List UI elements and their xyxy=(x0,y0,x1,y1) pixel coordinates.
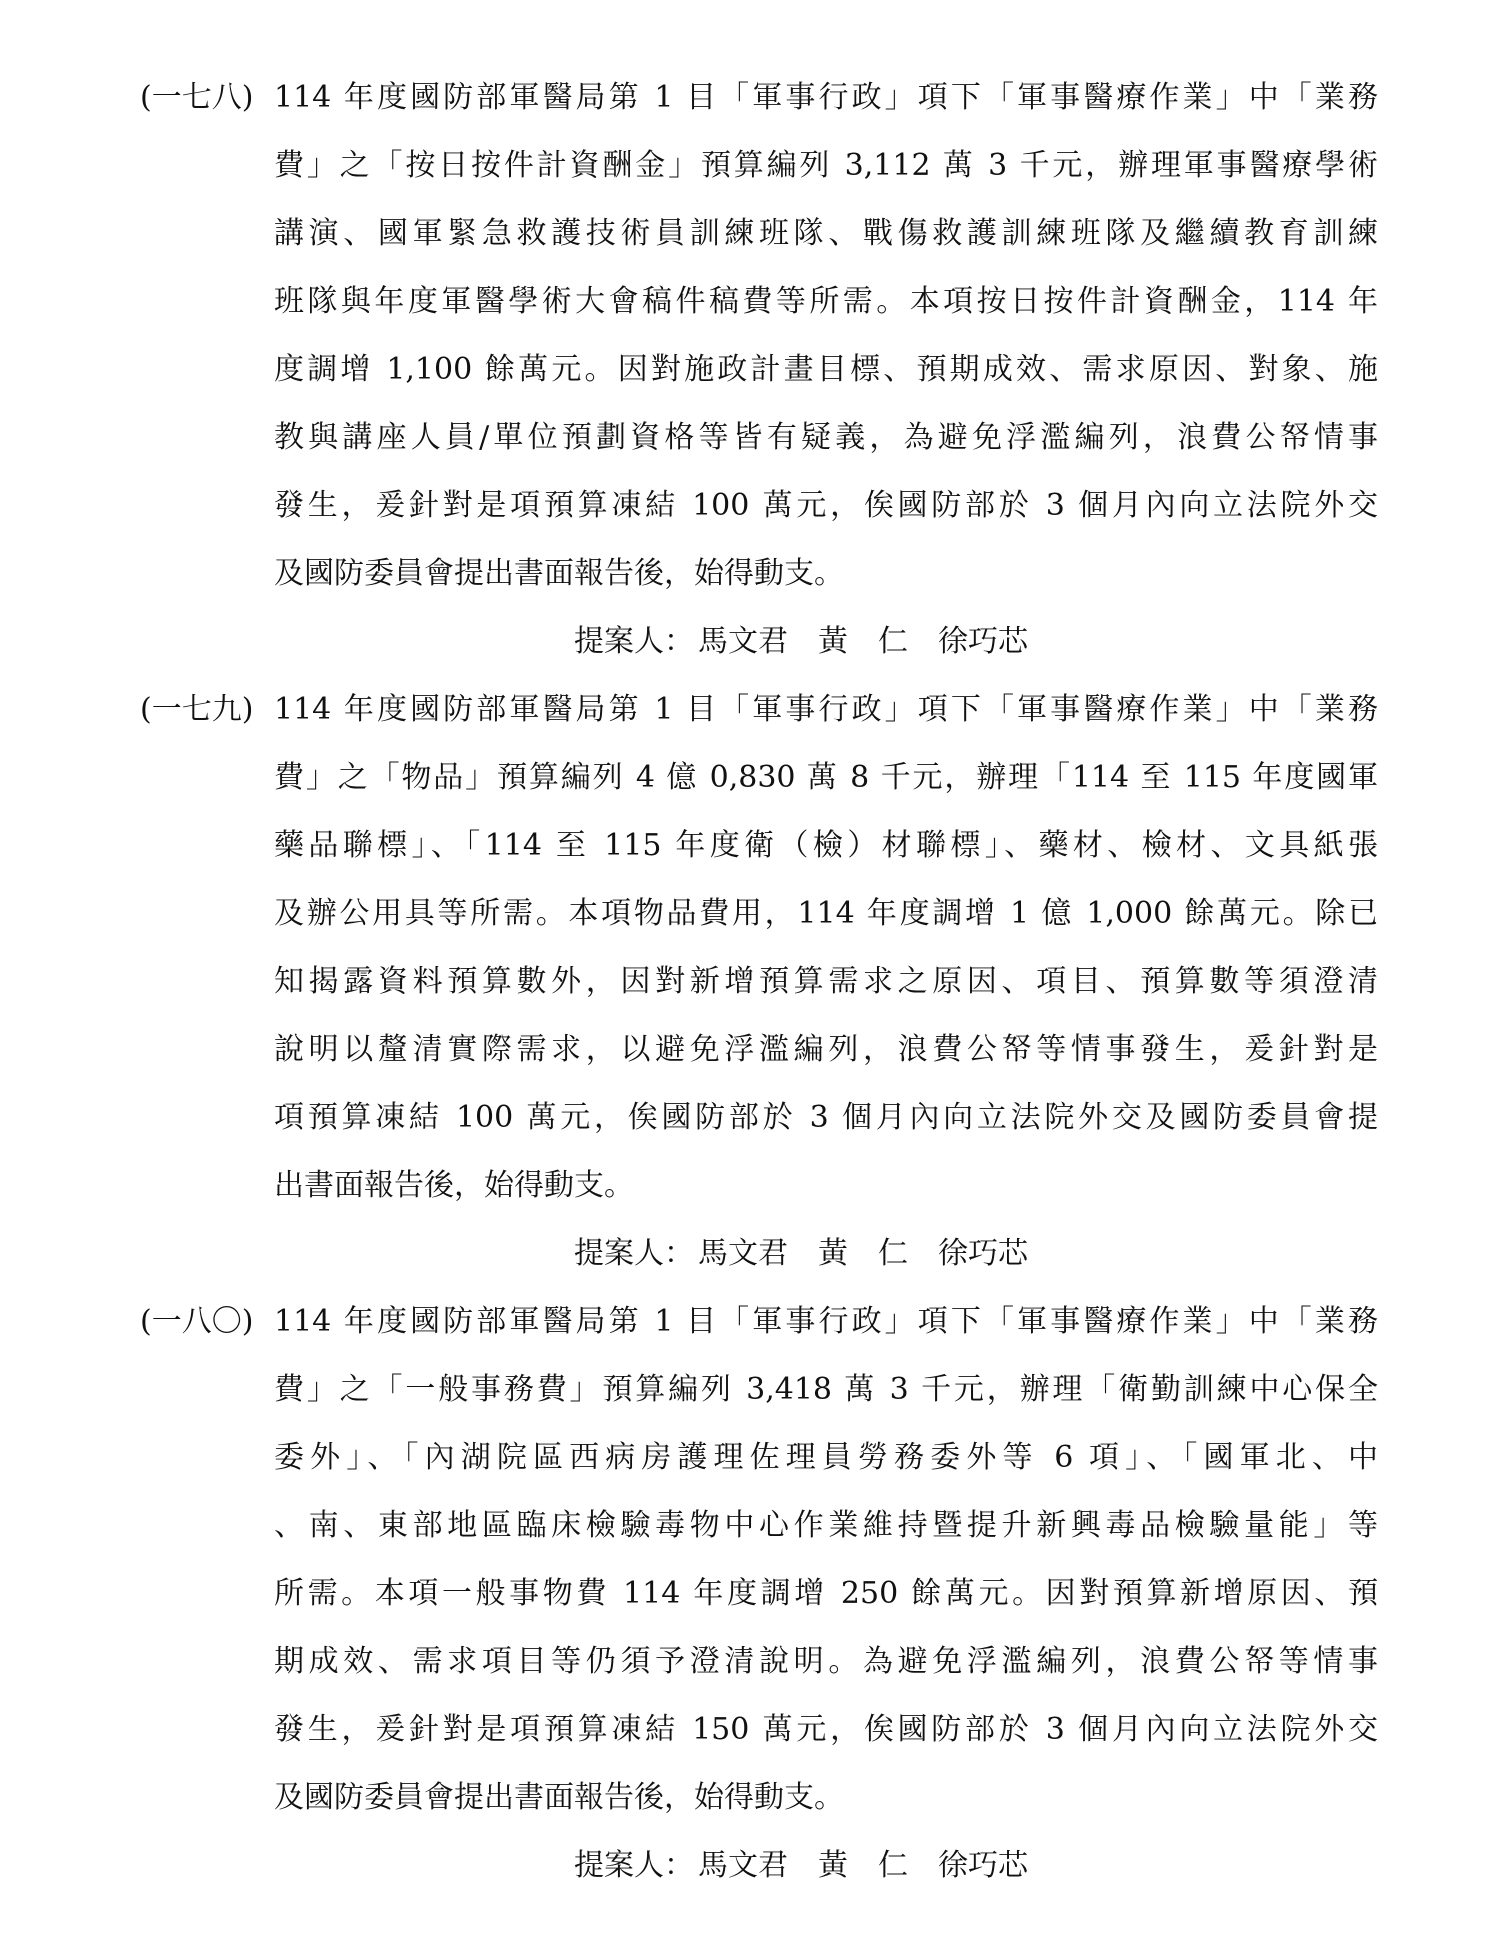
motion-line: 發生，爰針對是項預算凍結 150 萬元，俟國防部於 3 個月內向立法院外交 xyxy=(274,1712,1378,1747)
proposer-name: 黃 仁 xyxy=(818,624,908,659)
motion-line: 所需。本項一般事物費 114 年度調增 250 餘萬元。因對預算新增原因、預 xyxy=(274,1576,1378,1611)
motion-line: 費」之「按日按件計資酬金」預算編列 3,112 萬 3 千元，辦理軍事醫療學術 xyxy=(274,148,1378,183)
motion-line: 班隊與年度軍醫學術大會稿件稿費等所需。本項按日按件計資酬金，114 年 xyxy=(274,284,1378,319)
motion-number: (一七九) xyxy=(140,692,254,727)
motion-line: 及國防委員會提出書面報告後，始得動支。 xyxy=(274,1780,844,1815)
motion-line: 114 年度國防部軍醫局第 1 目「軍事行政」項下「軍事醫療作業」中「業務 xyxy=(274,692,1378,727)
motion-line: 及辦公用具等所需。本項物品費用，114 年度調增 1 億 1,000 餘萬元。除已 xyxy=(274,896,1378,931)
proposer-name: 黃 仁 xyxy=(818,1848,908,1883)
motion-line: 講演、國軍緊急救護技術員訓練班隊、戰傷救護訓練班隊及繼續教育訓練 xyxy=(274,216,1378,251)
motion-line: 、南、東部地區臨床檢驗毒物中心作業維持暨提升新興毒品檢驗量能」等 xyxy=(274,1508,1378,1543)
motion-item xyxy=(140,1288,1380,1900)
motion-item xyxy=(140,64,1380,676)
motion-line: 期成效、需求項目等仍須予澄清說明。為避免浮濫編列，浪費公帑等情事 xyxy=(274,1644,1378,1679)
proposer-line xyxy=(574,1220,1380,1288)
motion-line: 藥品聯標」、「114 至 115 年度衛（檢）材聯標」、藥材、檢材、文具紙張 xyxy=(274,828,1378,863)
motion-line: 發生，爰針對是項預算凍結 100 萬元，俟國防部於 3 個月內向立法院外交 xyxy=(274,488,1378,523)
proposer-name: 徐巧芯 xyxy=(938,1236,1028,1271)
proposer-name: 馬文君 xyxy=(698,1236,788,1271)
proposer-name: 徐巧芯 xyxy=(938,1848,1028,1883)
motion-line: 114 年度國防部軍醫局第 1 目「軍事行政」項下「軍事醫療作業」中「業務 xyxy=(274,80,1378,115)
motion-line: 度調增 1,100 餘萬元。因對施政計畫目標、預期成效、需求原因、對象、施 xyxy=(274,352,1378,387)
proposer-name: 黃 仁 xyxy=(818,1236,908,1271)
motion-body xyxy=(274,676,1378,1220)
proposer-line xyxy=(574,608,1380,676)
proposer-name: 馬文君 xyxy=(698,1848,788,1883)
proposer-line xyxy=(574,1832,1380,1900)
proposer-name: 徐巧芯 xyxy=(938,624,1028,659)
motion-line: 說明以釐清實際需求，以避免浮濫編列，浪費公帑等情事發生，爰針對是 xyxy=(274,1032,1378,1067)
motion-body xyxy=(274,1288,1378,1832)
motion-body xyxy=(274,64,1378,608)
motion-line: 費」之「物品」預算編列 4 億 0,830 萬 8 千元，辦理「114 至 115 年度國軍 xyxy=(274,760,1378,795)
proposer-label: 提案人： xyxy=(574,1236,694,1271)
motion-line: 114 年度國防部軍醫局第 1 目「軍事行政」項下「軍事醫療作業」中「業務 xyxy=(274,1304,1378,1339)
motion-number: (一七八) xyxy=(140,80,254,115)
motion-line: 項預算凍結 100 萬元，俟國防部於 3 個月內向立法院外交及國防委員會提 xyxy=(274,1100,1378,1135)
motion-item xyxy=(140,676,1380,1288)
motion-line: 教與講座人員/單位預劃資格等皆有疑義，為避免浮濫編列，浪費公帑情事 xyxy=(274,420,1378,455)
motion-line: 及國防委員會提出書面報告後，始得動支。 xyxy=(274,556,844,591)
proposer-label: 提案人： xyxy=(574,1848,694,1883)
motion-line: 委外」、「內湖院區西病房護理佐理員勞務委外等 6 項」、「國軍北、中 xyxy=(274,1440,1378,1475)
motion-line: 知揭露資料預算數外，因對新增預算需求之原因、項目、預算數等須澄清 xyxy=(274,964,1378,999)
motion-line: 費」之「一般事務費」預算編列 3,418 萬 3 千元，辦理「衛勤訓練中心保全 xyxy=(274,1372,1378,1407)
proposer-name: 馬文君 xyxy=(698,624,788,659)
proposer-label: 提案人： xyxy=(574,624,694,659)
motion-line: 出書面報告後，始得動支。 xyxy=(274,1168,634,1203)
motion-number: (一八〇) xyxy=(140,1304,254,1339)
